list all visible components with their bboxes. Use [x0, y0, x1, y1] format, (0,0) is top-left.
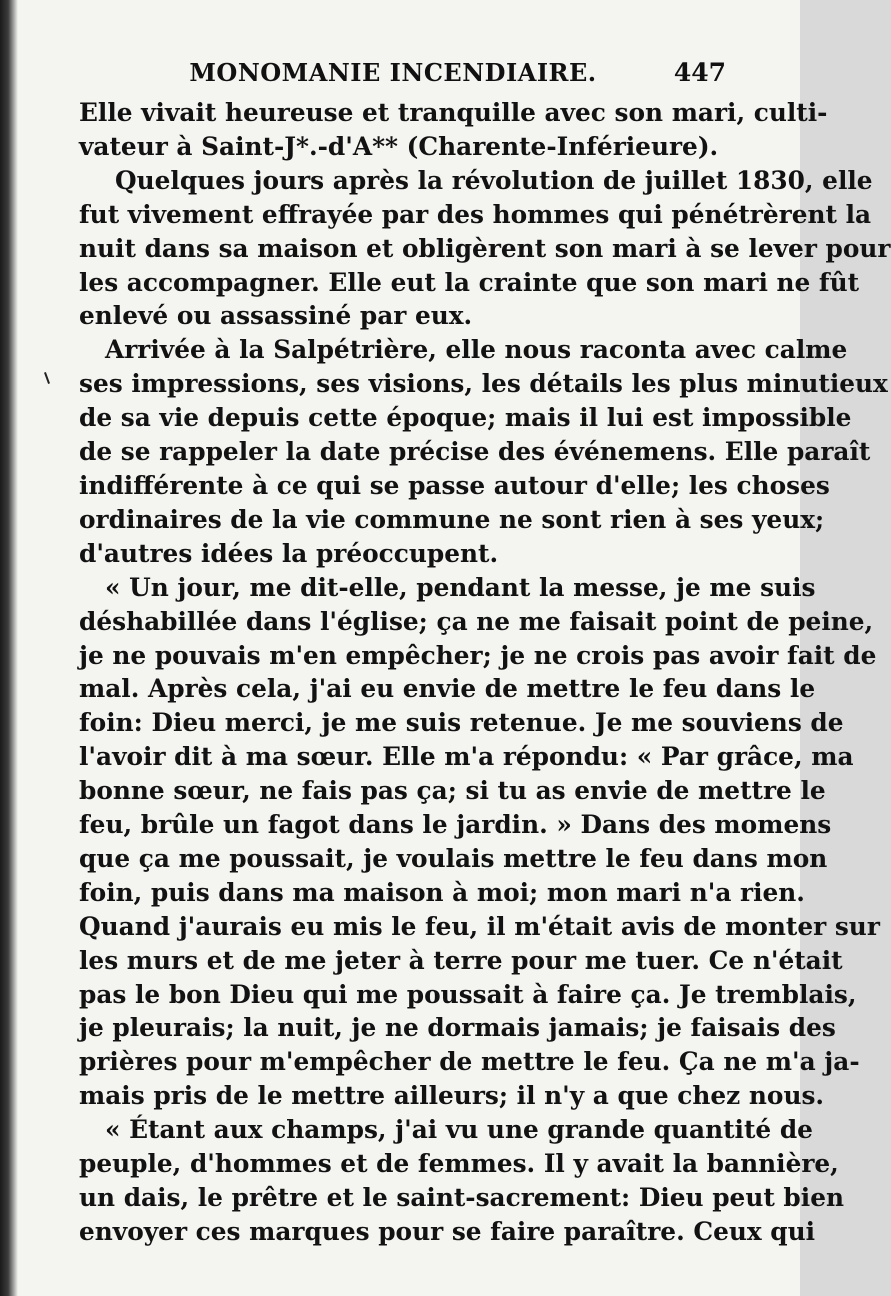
text-line: je pleurais; la nuit, je ne dormais jamais; je faisais des	[79, 1013, 836, 1043]
text-line: feu, brûle un fagot dans le jardin. » Dans des momens	[79, 810, 832, 840]
text-line: Arrivée à la Salpétrière, elle nous raconta avec calme	[105, 335, 848, 365]
text-line: bonne sœur, ne fais pas ça; si tu as envie de mettre le	[79, 776, 826, 806]
text-line: Quand j'aurais eu mis le feu, il m'était avis de monter sur	[79, 911, 880, 941]
text-line: de se rappeler la date précise des événemens. Elle paraît	[79, 437, 871, 467]
text-line: de sa vie depuis cette époque; mais il lui est impossible	[79, 403, 852, 433]
text-line: foin: Dieu merci, je me suis retenue. Je me souviens de	[79, 708, 844, 738]
text-line: peuple, d'hommes et de femmes. Il y avait la bannière,	[79, 1149, 839, 1179]
text-line: Quelques jours après la révolution de juillet 1830, elle	[115, 165, 873, 195]
text-line: « Un jour, me dit-elle, pendant la messe, je me suis	[105, 572, 816, 602]
text-line: d'autres idées la préoccupent.	[79, 538, 499, 568]
text-line: que ça me poussait, je voulais mettre le feu dans mon	[79, 843, 828, 873]
text-line: fut vivement effrayée par des hommes qui pénétrèrent la	[79, 199, 872, 229]
page-number: 447	[673, 58, 726, 87]
text-line: les accompagner. Elle eut la crainte que son mari ne fût	[79, 267, 860, 297]
text-line: vateur à Saint-J*.-d'A** (Charente-Inférieure).	[79, 131, 719, 161]
text-line: déshabillée dans l'église; ça ne me faisait point de peine,	[79, 606, 874, 636]
page-gutter-shadow	[0, 0, 18, 1296]
text-line: ses impressions, ses visions, les détails les plus minutieux	[79, 369, 888, 399]
text-line: Elle vivait heureuse et tranquille avec son mari, culti-	[79, 98, 828, 127]
text-line: mais pris de le mettre ailleurs; il n'y a que chez nous.	[79, 1081, 825, 1111]
text-line: indifférente à ce qui se passe autour d'elle; les choses	[79, 470, 830, 500]
text-line: envoyer ces marques pour se faire paraître. Ceux qui	[79, 1216, 816, 1246]
body-text	[79, 96, 891, 1249]
text-line: prières pour m'empêcher de mettre le feu. Ça ne m'a ja-	[79, 1047, 860, 1077]
text-line: les murs et de me jeter à terre pour me tuer. Ce n'était	[79, 945, 843, 975]
page-header	[60, 58, 726, 94]
text-line: ordinaires de la vie commune ne sont rien à ses yeux;	[79, 504, 825, 534]
text-line: « Étant aux champs, j'ai vu une grande quantité de	[105, 1115, 813, 1145]
margin-mark	[44, 372, 50, 384]
text-line: l'avoir dit à ma sœur. Elle m'a répondu: « Par grâce, ma	[79, 742, 854, 772]
text-line: nuit dans sa maison et obligèrent son mari à se lever pour	[79, 233, 891, 263]
text-line: un dais, le prêtre et le saint-sacrement: Dieu peut bien	[79, 1183, 844, 1212]
text-line: pas le bon Dieu qui me poussait à faire ça. Je tremblais,	[79, 979, 857, 1009]
text-line: foin, puis dans ma maison à moi; mon mari n'a rien.	[79, 877, 805, 907]
text-line: je ne pouvais m'en empêcher; je ne crois pas avoir fait de	[79, 640, 877, 670]
running-title: MONOMANIE INCENDIAIRE.	[189, 58, 597, 87]
text-line: mal. Après cela, j'ai eu envie de mettre le feu dans le	[79, 674, 816, 704]
text-line: enlevé ou assassiné par eux.	[79, 301, 473, 331]
